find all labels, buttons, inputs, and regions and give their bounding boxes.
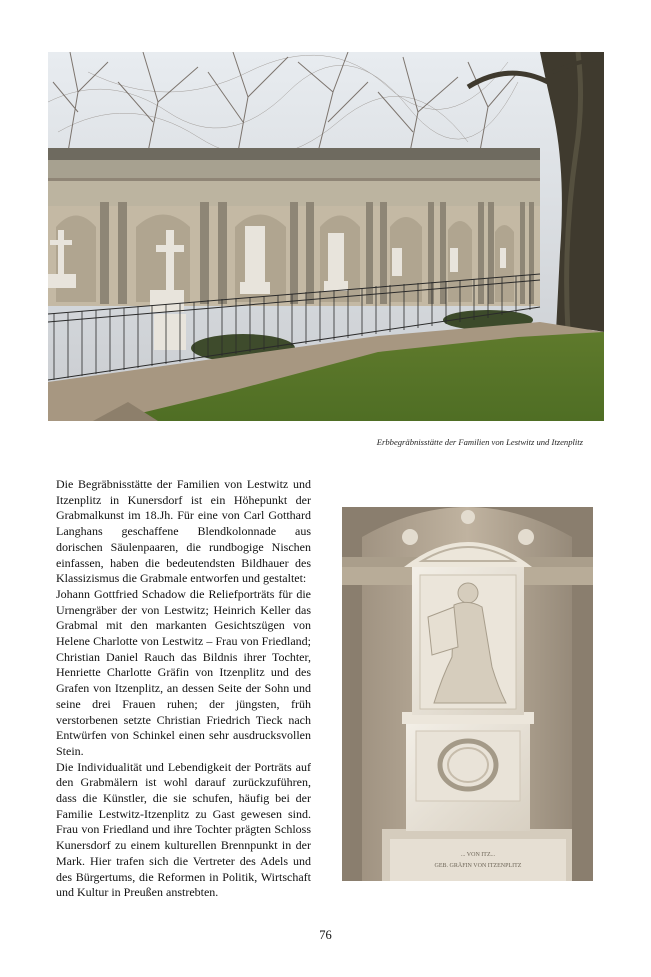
article-body [56, 477, 311, 901]
colonnade-photo [48, 52, 604, 421]
paragraph-intro: Die Begräbnisstätte der Familien von Lestwitz und Itzenplitz in Kunersdorf ist ein Höhepunkt der Grabmalkunst im 18.Jh. Für eine von Carl Gotthard Langhans geschaffene Blendkolonnade aus dorischen Säulenpaaren, die rundbogige Nischen einfassen, haben die bedeutendsten Bildhauer des Klassizismus die Grabmale entworfen und gestaltet: [56, 477, 311, 586]
tombstone-photo [342, 507, 593, 881]
paragraph-sculptors: Johann Gottfried Schadow die Reliefporträts für die Urnengräber der von Lestwitz; Heinrich Keller das Grabmal mit den markanten Gesichtszügen von Helene Charlotte von Lestwitz – Frau von Friedland; Christian Daniel Rauch das Bildnis ihrer Tochter, Henriette Charlotte Gräfin von Itzenplitz und des Grafen von Itzenplitz, an dessen Seite der Sohn und seine drei Frauen ruhen; der jüngsten, früh verstorbenen setzte Christian Friedrich Tieck nach Entwürfen von Schinkel einen sehr ausdrucksvollen Stein. [56, 586, 311, 758]
photo-caption: Erbbegräbnisstätte der Familien von Lestwitz und Itzenplitz [376, 437, 583, 447]
inscription-line-1: ... VON ITZ... [460, 852, 496, 858]
page-number: 76 [319, 928, 332, 942]
inscription-line-2: GEB. GRÄFIN VON ITZENPLITZ [434, 863, 522, 869]
paragraph-individuality: Die Individualität und Lebendigkeit der Porträts auf den Grabmälern ist wohl darauf zurückzuführen, dass die Künstler, die sie schufen, häufig bei der Familie Lestwitz-Itzenplitz zu Gast gewesen sind. Frau von Friedland und ihre Tochter prägten Schloss Kunersdorf zu einem kulturellen Brennpunkt in der Mark. Hier trafen sich die Vertreter des Adels und des Bürgertums, die Reformen in Politik, Wirtschaft und Kultur in Preußen anstrebten. [56, 759, 311, 900]
